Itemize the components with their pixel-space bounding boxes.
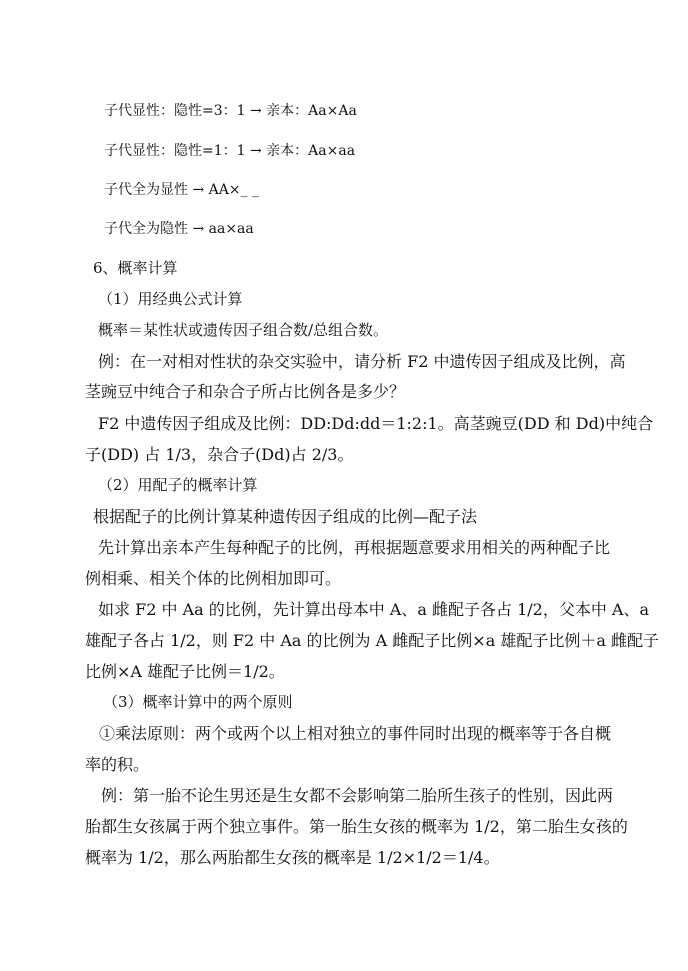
text-line: 子代全为隐性 → aa×aa — [104, 221, 254, 237]
text-line: 根据配子的比例计算某种遗传因子组成的比例—配子法 — [93, 507, 478, 526]
text-line: 例：在一对相对性状的杂交实验中，请分析 F2 中遗传因子组成及比例，高 — [98, 352, 626, 371]
subsection-heading: （2）用配子的概率计算 — [98, 476, 258, 494]
text-line: 例相乘、相关个体的比例相加即可。 — [85, 569, 342, 588]
subsection-heading: （3）概率计算中的两个原则 — [103, 693, 293, 711]
text-line: 子代显性：隐性=1：1 → 亲本：Aa×aa — [104, 143, 356, 159]
text-line: 子代全为显性 → AA×_ _ — [104, 182, 260, 198]
text-line: 茎豌豆中纯合子和杂合子所占比例各是多少？ — [85, 382, 406, 401]
section-heading: 6、概率计算 — [93, 259, 178, 277]
subsection-heading: （1）用经典公式计算 — [98, 290, 243, 308]
text-line: 率的积。 — [85, 755, 150, 774]
text-line: 雄配子各占 1/2，则 F2 中 Aa 的比例为 A 雌配子比例×a 雄配子比例＋a 雌配子 — [85, 631, 659, 650]
text-line: 概率为 1/2，那么两胎都生女孩的概率是 1/2×1/2＝1/4。 — [85, 848, 500, 867]
text-line: ①乘法原则：两个或两个以上相对独立的事件同时出现的概率等于各自概 — [99, 724, 612, 743]
text-line: 概率＝某性状或遗传因子组合数/总组合数。 — [98, 321, 389, 339]
text-line: 子代显性：隐性=3：1 → 亲本：Aa×Aa — [104, 103, 357, 119]
text-line: 先计算出亲本产生每种配子的比例，再根据题意要求用相关的两种配子比 — [98, 538, 611, 557]
text-line: 如求 F2 中 Aa 的比例，先计算出母本中 A、a 雌配子各占 1/2，父本中 A、a — [98, 600, 650, 619]
text-line: 比例×A 雄配子比例＝1/2。 — [85, 662, 285, 681]
text-line: F2 中遗传因子组成及比例：DD:Dd:dd＝1:2:1。高茎豌豆(DD 和 Dd)中纯合 — [98, 414, 654, 433]
text-line: 胎都生女孩属于两个独立事件。第一胎生女孩的概率为 1/2，第二胎生女孩的 — [85, 817, 628, 836]
text-line: 例：第一胎不论生男还是生女都不会影响第二胎所生孩子的性别，因此两 — [101, 786, 614, 805]
text-line: 子(DD) 占 1/3，杂合子(Dd)占 2/3。 — [85, 445, 354, 464]
